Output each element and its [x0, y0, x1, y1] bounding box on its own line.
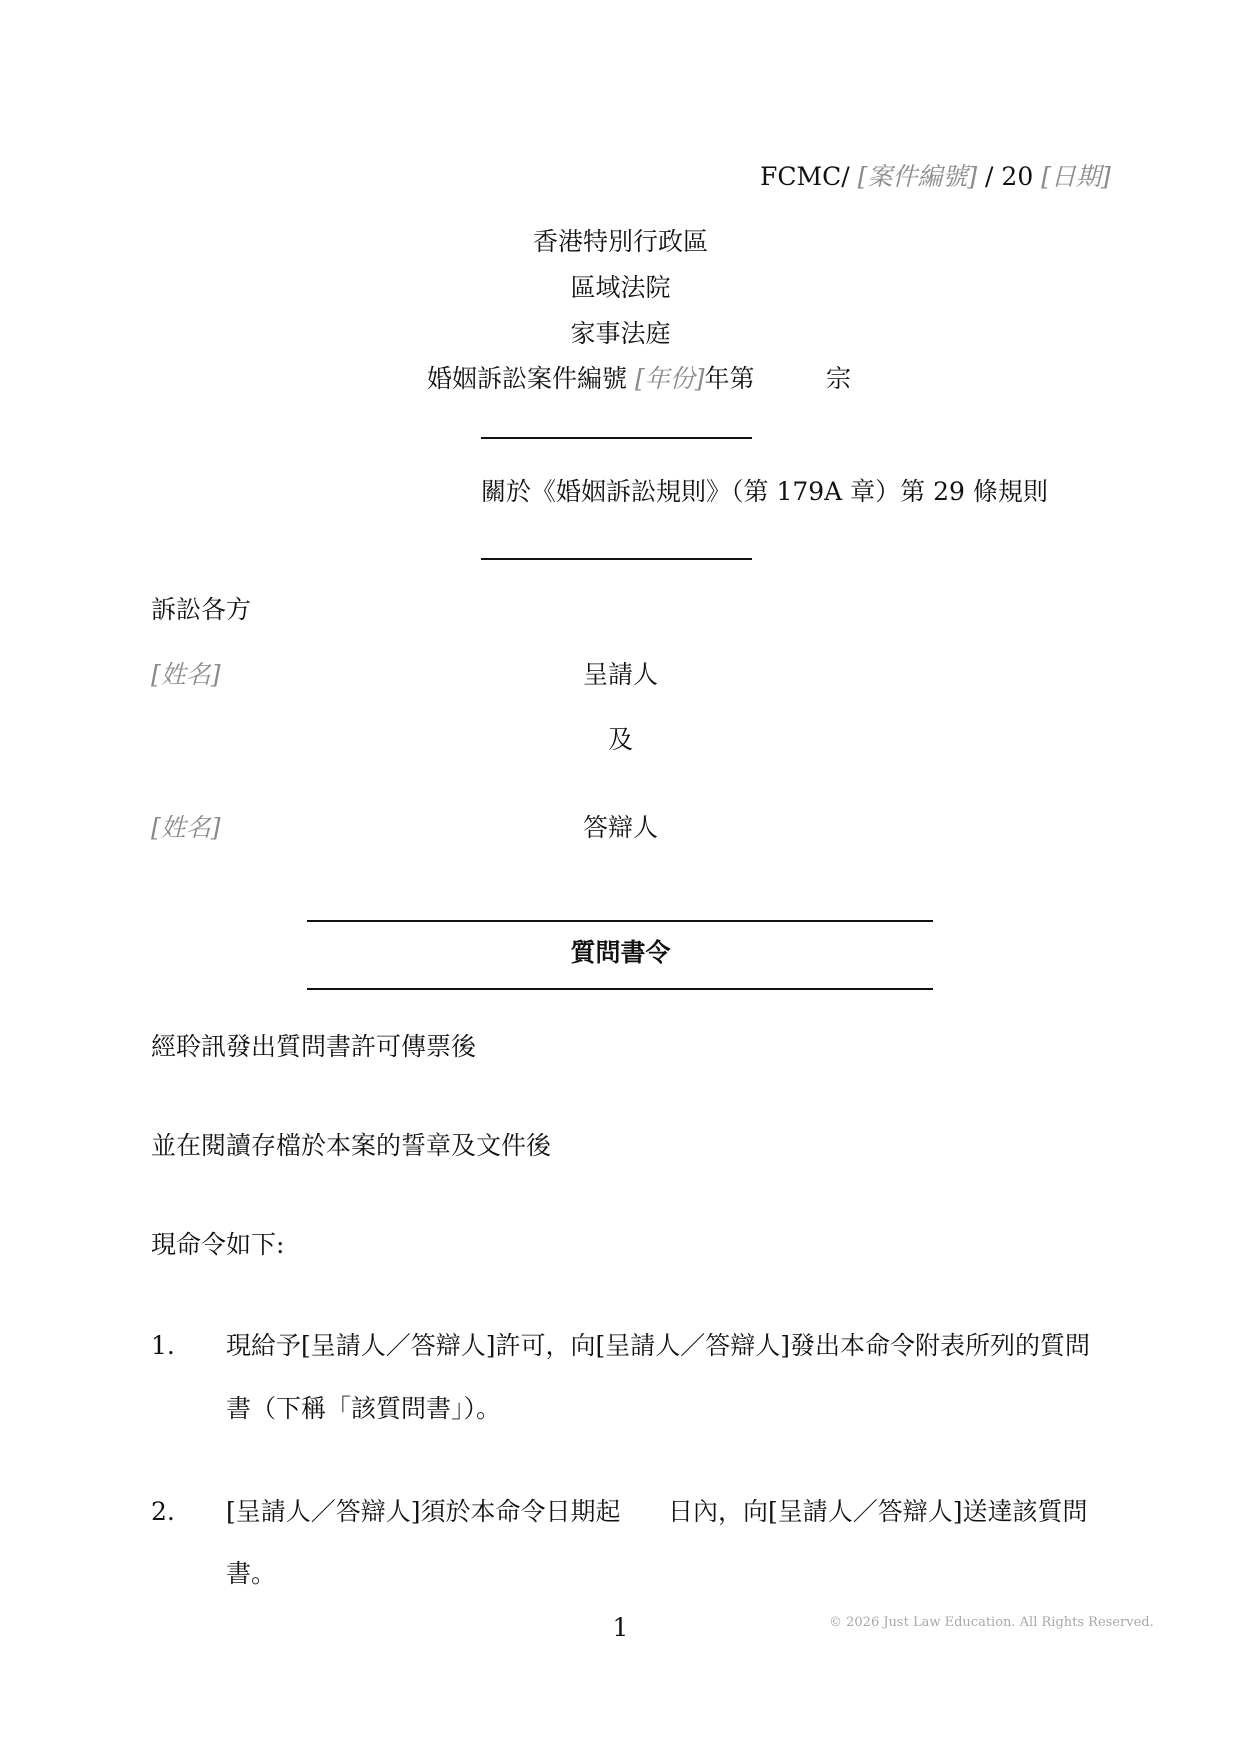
recital-order: 現命令如下:	[151, 1230, 285, 1259]
clause-1-number: 1.	[151, 1331, 175, 1360]
clause-1-text-line2: 書（下稱「該質問書」）。	[226, 1394, 502, 1423]
case-date-placeholder: [日期]	[1041, 162, 1111, 191]
order-title: 質問書令	[570, 938, 671, 967]
case-number-placeholder: [案件編號]	[857, 162, 978, 191]
petitioner-name-placeholder: [姓名]	[151, 660, 221, 689]
case-reference	[760, 161, 1111, 193]
clause-2-text-part2: 日內，向[呈請人／答辯人]送達該質問	[668, 1497, 1088, 1526]
clause-2-number: 2.	[151, 1497, 175, 1526]
court-case-line	[427, 363, 755, 395]
petitioner-label: 呈請人	[582, 660, 658, 689]
case-year-placeholder: [年份]	[634, 364, 705, 393]
respondent-name-placeholder: [姓名]	[151, 813, 221, 842]
court-division: 家事法庭	[570, 319, 671, 348]
case-line-suffix: 宗	[826, 364, 852, 393]
case-year-separator: / 20	[985, 162, 1034, 191]
case-line-mid: 年第	[704, 364, 755, 393]
divider-top	[481, 437, 752, 439]
clause-2-text-part1: [呈請人／答辯人]須於本命令日期起	[226, 1497, 621, 1526]
order-title-rule-top	[307, 920, 933, 922]
court-region: 香港特別行政區	[532, 227, 708, 256]
clause-2-text-line2: 書。	[226, 1559, 277, 1588]
and-label: 及	[607, 725, 633, 754]
order-title-rule-bottom	[307, 988, 933, 990]
copyright-notice: © 2026 Just Law Education. All Rights Reserved.	[829, 1615, 1154, 1630]
rule-reference: 關於《婚姻訴訟規則》（第 179A 章）第 29 條規則	[481, 477, 1048, 506]
parties-heading: 訴訟各方	[151, 595, 252, 624]
recital-reading: 並在閱讀存檔於本案的誓章及文件後	[151, 1131, 552, 1160]
recital-hearing: 經聆訊發出質問書許可傳票後	[151, 1032, 477, 1061]
clause-1-text-line1: 現給予[呈請人／答辯人]許可，向[呈請人／答辯人]發出本命令附表所列的質問	[226, 1331, 1091, 1360]
page-number: 1	[612, 1613, 629, 1642]
respondent-label: 答辯人	[582, 813, 658, 842]
court-name: 區域法院	[570, 273, 671, 302]
case-prefix: FCMC/	[760, 162, 850, 191]
case-line-prefix: 婚姻訴訟案件編號	[427, 364, 628, 393]
divider-bottom	[481, 558, 752, 560]
